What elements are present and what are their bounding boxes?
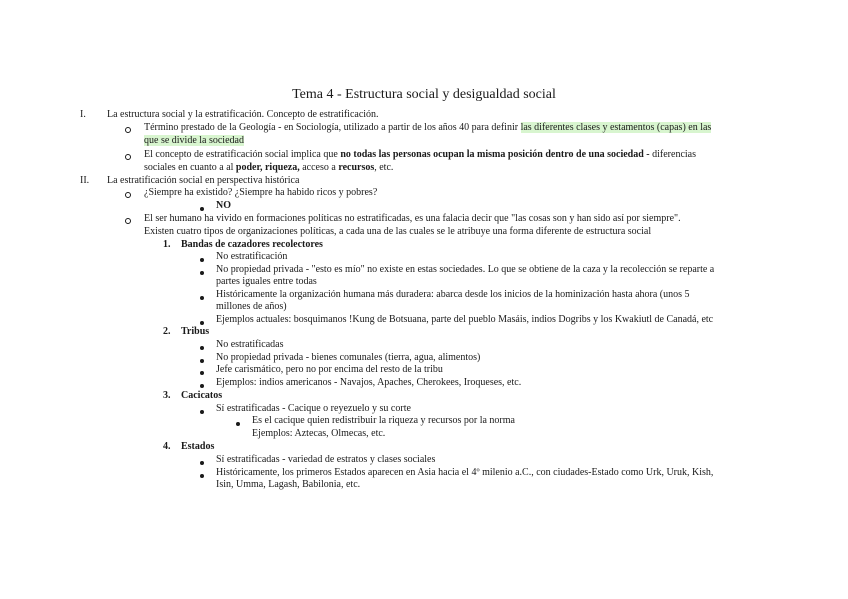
bullet-hollow: [125, 125, 131, 137]
bullet-hollow: [125, 216, 131, 228]
bullet-hollow: [125, 152, 131, 164]
type-3-number: 3.: [163, 390, 171, 401]
list-item: No estratificación: [216, 251, 288, 262]
list-item: Sí estratificadas - Cacique o reyezuelo y su corte: [216, 403, 411, 414]
list-item-continuation: Ejemplos: Aztecas, Olmecas, etc.: [252, 428, 386, 439]
section-1-bullet-1-line-1: Término prestado de la Geología - en Sociología, utilizado a partir de los años 40 para definir las diferentes clases y estamentos (capas) en las: [144, 122, 712, 133]
list-item: Es el cacique quien redistribuir la riqueza y recursos por la norma: [252, 415, 515, 426]
list-item-continuation: millones de años): [216, 301, 287, 312]
type-2-name: Tribus: [181, 326, 210, 337]
document-title: Tema 4 - Estructura social y desigualdad social: [292, 87, 556, 102]
bullet-filled: [200, 457, 204, 469]
type-1-number: 1.: [163, 239, 171, 250]
bullet-filled: [200, 267, 204, 279]
section-1-number: I.: [80, 109, 86, 120]
section-2-paragraph-1: El ser humano ha vivido en formaciones políticas no estratificadas, es una falacia decir que "las cosas son y han sido así por siempre".: [144, 213, 681, 224]
type-4-name: Estados: [181, 441, 215, 452]
section-2-number: II.: [80, 175, 90, 186]
bullet-filled: [200, 406, 204, 418]
list-item: No propiedad privada - "esto es mío" no existe en estas sociedades. Lo que se obtiene de la caza y la recolección se reparte a: [216, 264, 715, 275]
list-item: No propiedad privada - bienes comunales (tierra, agua, alimentos): [216, 352, 481, 363]
bullet-filled: [200, 342, 204, 354]
section-2-paragraph-2: Existen cuatro tipos de organizaciones políticas, a cada una de las cuales se le atribuye una forma diferente de estructura social: [144, 226, 652, 237]
list-item: Ejemplos: indios americanos - Navajos, Apaches, Cherokees, Iroqueses, etc.: [216, 377, 522, 388]
list-item-continuation: partes iguales entre todas: [216, 276, 317, 287]
list-item-continuation: Isin, Umma, Lagash, Babilonia, etc.: [216, 479, 361, 490]
bullet-filled: [200, 470, 204, 482]
list-item: No estratificadas: [216, 339, 284, 350]
type-1-name: Bandas de cazadores recolectores: [181, 239, 323, 250]
list-item: Históricamente la organización humana más duradera: abarca desde los inicios de la hominización hasta ahora (unos 5: [216, 289, 690, 300]
section-1-bullet-2-line-2: sociales en cuanto a al poder, riqueza, acceso a recursos, etc.: [144, 162, 394, 173]
section-2-answer: NO: [216, 200, 231, 211]
bullet-filled: [200, 367, 204, 379]
section-2-question: ¿Siempre ha existido? ¿Siempre ha habido ricos y pobres?: [144, 187, 378, 198]
section-1-heading: La estructura social y la estratificación. Concepto de estratificación.: [107, 109, 379, 120]
list-item: Sí estratificadas - variedad de estratos y clases sociales: [216, 454, 436, 465]
type-4-number: 4.: [163, 441, 171, 452]
bullet-filled: [236, 418, 240, 430]
section-2-heading: La estratificación social en perspectiva histórica: [107, 175, 300, 186]
section-1-bullet-2-line-1: El concepto de estratificación social implica que no todas las personas ocupan la misma posición dentro de una sociedad - diferencias: [144, 149, 696, 160]
type-2-number: 2.: [163, 326, 171, 337]
highlighted-text: que se divide la sociedad: [144, 135, 244, 146]
list-item: Históricamente, los primeros Estados aparecen en Asia hacia el 4º milenio a.C., con ciudades-Estado como Urk, Uruk, Kish,: [216, 467, 714, 478]
highlighted-text: las diferentes clases y estamentos (capas) en las: [520, 122, 712, 133]
bullet-hollow: [125, 190, 131, 202]
bullet-filled: [200, 254, 204, 266]
section-1-bullet-1-line-2: [144, 135, 244, 147]
bullet-filled: [200, 292, 204, 304]
type-3-name: Cacicatos: [181, 390, 223, 401]
list-item: Jefe carismático, pero no por encima del resto de la tribu: [216, 364, 443, 375]
list-item: Ejemplos actuales: bosquimanos !Kung de Botsuana, parte del pueblo Masáis, indios Dogribs y los Kwakiutl de Canadá, etc: [216, 314, 714, 325]
bullet-filled: [200, 355, 204, 367]
